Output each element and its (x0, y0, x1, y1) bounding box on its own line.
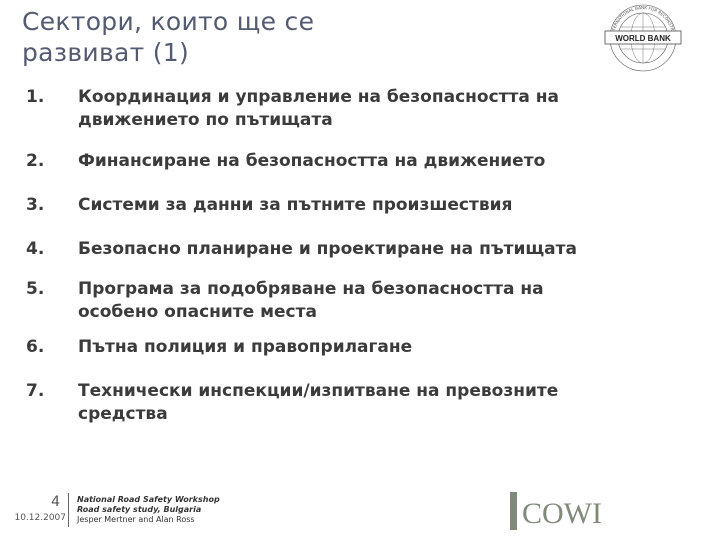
list-item-line-1: Системи за данни за пътните произшествия (78, 195, 513, 215)
list-item-text (78, 86, 688, 132)
list-item-number: 5. (26, 279, 45, 299)
list-item-line-1: Безопасно планиране и проектиране на пътищата (78, 239, 577, 259)
slide-title-line-2: развиват (1) (22, 38, 190, 67)
list-item-line-1: Финансиране на безопасността на движението (78, 151, 546, 171)
list-item-line-2: движението по пътищата (78, 110, 333, 130)
list-item-line-2: особено опасните места (78, 302, 317, 322)
list-item-text (78, 380, 688, 426)
list-item-number: 2. (26, 151, 45, 171)
cowi-logo-text: COWI (522, 497, 602, 530)
list-item-line-1: Пътна полиция и правоприлагане (78, 337, 413, 357)
footer-study: Road safety study, Bulgaria (77, 505, 202, 514)
world-bank-logo (600, 2, 686, 74)
footer-authors: Jesper Mertner and Alan Ross (77, 515, 195, 524)
cowi-bar-icon (510, 492, 517, 530)
list-item-text (78, 194, 688, 217)
list-item-number: 4. (26, 239, 45, 259)
list-item-line-1: Координация и управление на безопасността на (78, 87, 559, 107)
footer-date: 10.12.2007 (14, 513, 66, 523)
list-item-line-1: Програма за подобряване на безопасността на (78, 279, 544, 299)
world-bank-ring-text: TERNATIONAL BANK FOR RECONSTR (611, 4, 676, 32)
list-item-number: 7. (26, 381, 45, 401)
footer-divider (68, 493, 69, 527)
list-item-text (78, 336, 688, 359)
list-item-line-1: Технически инспекции/изпитване на превозните (78, 381, 559, 401)
list-item-text (78, 278, 688, 324)
slide-title (22, 6, 542, 68)
footer-info (77, 495, 297, 525)
list-item-number: 1. (26, 87, 45, 107)
page-number: 4 (51, 494, 60, 510)
list-item-text (78, 150, 688, 173)
footer-workshop: National Road Safety Workshop (77, 495, 220, 504)
cowi-logo (510, 490, 614, 532)
slide-title-line-1: Сектори, които ще се (22, 7, 315, 36)
list-item-number: 6. (26, 337, 45, 357)
list-item-text (78, 238, 688, 261)
list-item-number: 3. (26, 195, 45, 215)
list-item-line-2: средства (78, 404, 168, 424)
world-bank-text: WORLD BANK (615, 34, 671, 43)
